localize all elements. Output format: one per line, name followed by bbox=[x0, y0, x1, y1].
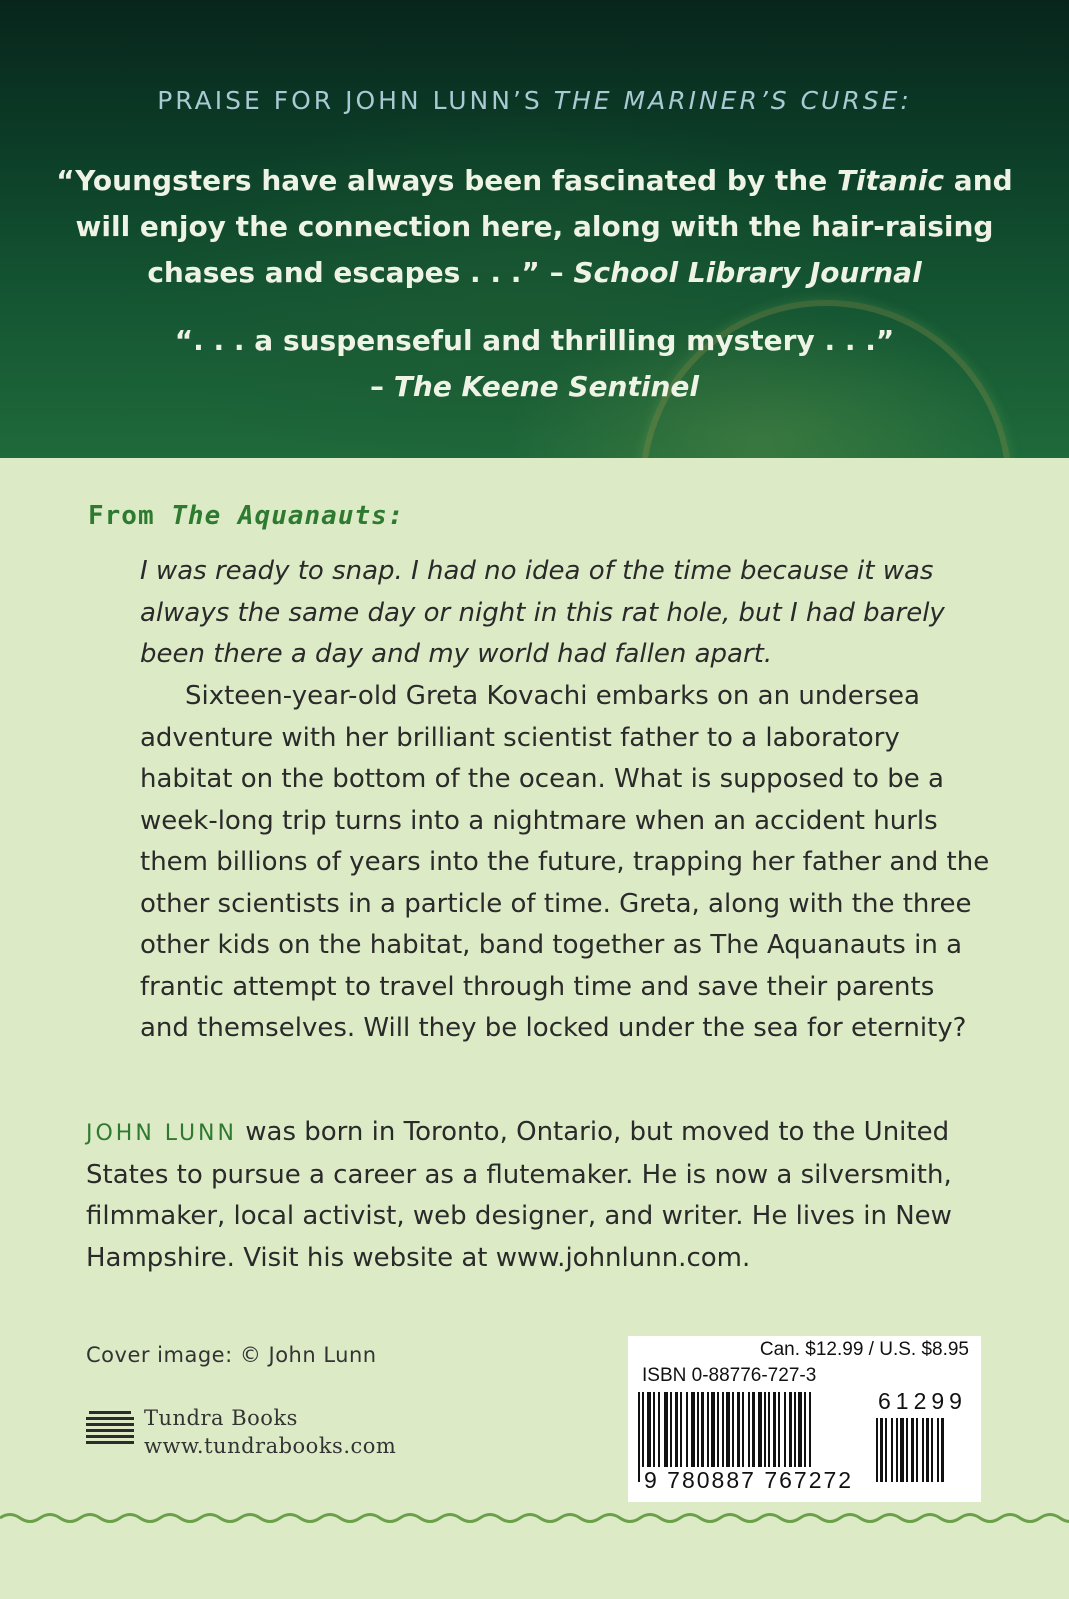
author-name: JOHN LUNN bbox=[86, 1121, 237, 1146]
excerpt-heading: From The Aquanauts: bbox=[88, 501, 405, 531]
review-quote-school-library-journal: “Youngsters have always been fascinated by the Titanic and will enjoy the connection here, along with the hair-raising chases and escapes . . .” – School Library Journal bbox=[56, 164, 1013, 289]
barcode-bar bbox=[900, 1418, 904, 1482]
barcode-bar bbox=[941, 1418, 944, 1482]
barcode-bar bbox=[896, 1418, 898, 1482]
barcode-bar bbox=[911, 1418, 914, 1482]
barcode-bar bbox=[916, 1418, 918, 1482]
publisher-url: www.tundrabooks.com bbox=[144, 1434, 397, 1458]
barcode-bar bbox=[885, 1418, 887, 1482]
ean-digits: 9 780887 767272 bbox=[644, 1467, 854, 1493]
review-quote-keene-sentinel: “. . . a suspenseful and thrilling mystery . . .” – The Keene Sentinel bbox=[174, 324, 895, 403]
cover-image-credit: Cover image: © John Lunn bbox=[86, 1343, 377, 1367]
excerpt-quote: I was ready to snap. I had no idea of the time because it was always the same day or night in this rat hole, but I had barely been there a day and my world had fallen apart. bbox=[140, 556, 945, 669]
addon-digits: 61299 bbox=[878, 1388, 967, 1414]
quote-source: School Library Journal bbox=[573, 256, 922, 289]
price-addon-barcode bbox=[876, 1418, 972, 1482]
barcode-bar bbox=[891, 1418, 893, 1482]
isbn-label: ISBN 0-88776-727-3 bbox=[642, 1365, 817, 1386]
barcode-bar bbox=[880, 1418, 883, 1482]
barcode-bar bbox=[922, 1418, 924, 1482]
barcode-bar bbox=[926, 1418, 929, 1482]
publisher-name: Tundra Books bbox=[144, 1406, 298, 1430]
wave-divider bbox=[0, 1508, 1069, 1528]
quote-source: The Keene Sentinel bbox=[393, 370, 699, 403]
barcode-bar bbox=[937, 1418, 939, 1482]
barcode-bar bbox=[906, 1418, 908, 1482]
publisher-logo-icon bbox=[86, 1411, 134, 1453]
book-synopsis: Sixteen-year-old Greta Kovachi embarks on an undersea adventure with her brilliant scientist father to a laboratory habitat on the bottom of the ocean. What is supposed to be a week-long trip turns into a nightmare when an accident hurls them billions of years into the future, trapping her father and the other scientists in a particle of time. Greta, along with the three other kids on the habitat, band together as The Aquanauts in a frantic attempt to travel through time and save their parents and themselves. Will they be locked under the sea for eternity? bbox=[140, 681, 990, 1043]
author-bio: JOHN LUNN was born in Toronto, Ontario, but moved to the United States to pursue a career as a flutemaker. He is now a silversmith, filmmaker, local activist, web designer, and writer. He lives in New Hampshire. Visit his website at www.johnlunn.com. bbox=[86, 1117, 952, 1273]
barcode-bar bbox=[638, 1392, 640, 1482]
barcode-bar bbox=[876, 1418, 878, 1482]
barcode-sticker bbox=[628, 1336, 981, 1502]
price-label: Can. $12.99 / U.S. $8.95 bbox=[759, 1339, 969, 1360]
barcode-bar bbox=[931, 1418, 933, 1482]
praise-section bbox=[0, 0, 1069, 458]
praise-heading: PRAISE FOR JOHN LUNN’S THE MARINER’S CURSE: bbox=[157, 86, 912, 115]
